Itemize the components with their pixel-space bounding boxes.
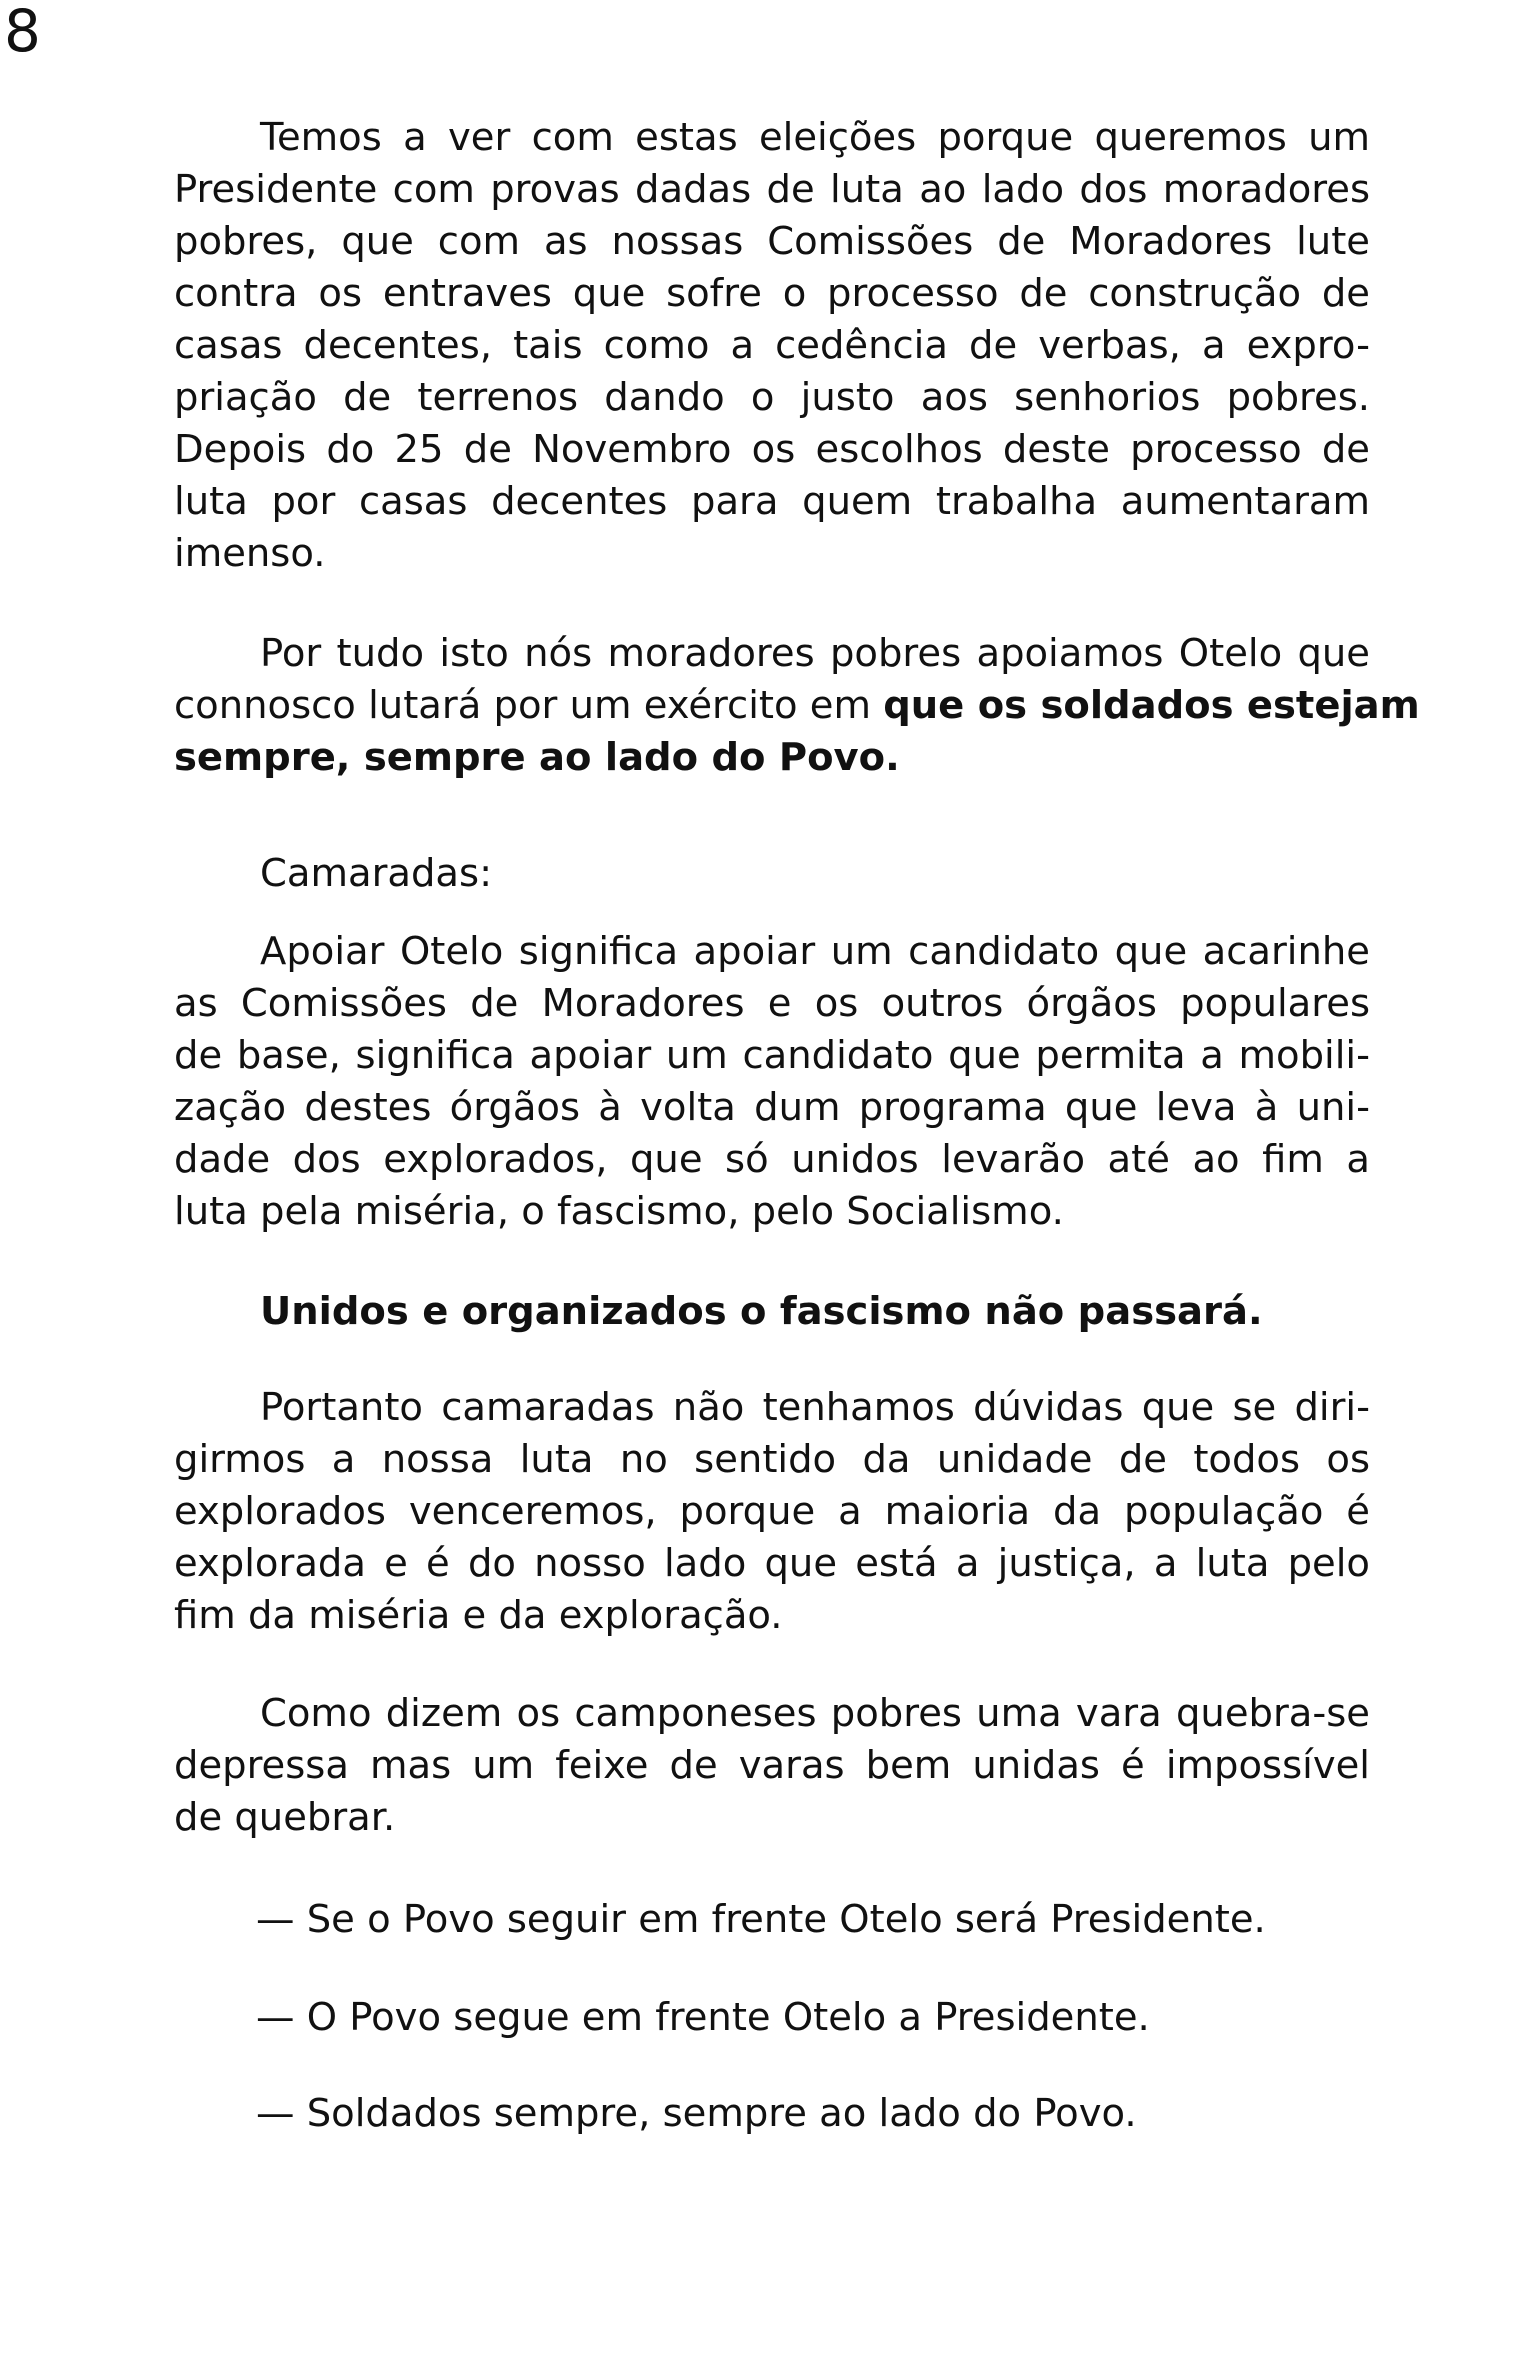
text-line: priação de terrenos dando o justo aos senhorios pobres. [174, 375, 1370, 420]
text-line: zação destes órgãos à volta dum programa que leva à uni- [174, 1085, 1370, 1130]
text-line: explorada e é do nosso lado que está a justiça, a luta pelo [174, 1541, 1370, 1586]
text-line: dade dos explorados, que só unidos levarão até ao fim a [174, 1137, 1370, 1182]
text-line: imenso. [174, 531, 326, 576]
text-line-bold: sempre, sempre ao lado do Povo. [174, 735, 900, 780]
paragraph-3 [174, 926, 1370, 1238]
text-line: pobres, que com as nossas Comissões de Moradores lute [174, 219, 1370, 264]
text-line: depressa mas um feixe de varas bem unidas é impossível [174, 1743, 1370, 1788]
text-line: luta por casas decentes para quem trabalha aumentaram [174, 479, 1370, 524]
text-line: explorados venceremos, porque a maioria da população é [174, 1489, 1370, 1534]
bold-statement: Unidos e organizados o fascismo não passará. [260, 1289, 1263, 1334]
paragraph-4 [174, 1382, 1370, 1642]
text-line: as Comissões de Moradores e os outros órgãos populares [174, 981, 1370, 1026]
slogan-line: — Soldados sempre, sempre ao lado do Povo. [256, 2091, 1137, 2136]
paragraph-1 [174, 112, 1370, 580]
text-line: fim da miséria e da exploração. [174, 1593, 783, 1638]
text-bold: que os soldados estejam [883, 683, 1420, 728]
text-line-mixed [174, 680, 1420, 732]
salutation: Camaradas: [260, 851, 493, 896]
text-line: Depois do 25 de Novembro os escolhos deste processo de [174, 427, 1370, 472]
text-normal: connosco lutará por um exército em [174, 683, 884, 728]
text-line: Portanto camaradas não tenhamos dúvidas que se diri- [260, 1385, 1370, 1430]
text-line: Apoiar Otelo significa apoiar um candidato que acarinhe [260, 929, 1370, 974]
text-line: Presidente com provas dadas de luta ao lado dos moradores [174, 167, 1370, 212]
text-line: de quebrar. [174, 1795, 396, 1840]
text-line: Por tudo isto nós moradores pobres apoiamos Otelo que [260, 631, 1370, 676]
text-line: contra os entraves que sofre o processo de construção de [174, 271, 1370, 316]
text-line: Como dizem os camponeses pobres uma vara quebra-se [260, 1691, 1370, 1736]
text-line: Temos a ver com estas eleições porque queremos um [260, 115, 1370, 160]
text-line: luta pela miséria, o fascismo, pelo Socialismo. [174, 1189, 1064, 1234]
text-line: casas decentes, tais como a cedência de verbas, a expro- [174, 323, 1370, 368]
text-line: de base, significa apoiar um candidato que permita a mobili- [174, 1033, 1370, 1078]
paragraph-5 [174, 1688, 1370, 1844]
slogan-line: — O Povo segue em frente Otelo a Presidente. [256, 1995, 1150, 2040]
page-number: 8 [4, 0, 41, 65]
paragraph-2 [174, 628, 1420, 784]
slogan-line: — Se o Povo seguir em frente Otelo será Presidente. [256, 1897, 1266, 1942]
text-line: girmos a nossa luta no sentido da unidade de todos os [174, 1437, 1370, 1482]
